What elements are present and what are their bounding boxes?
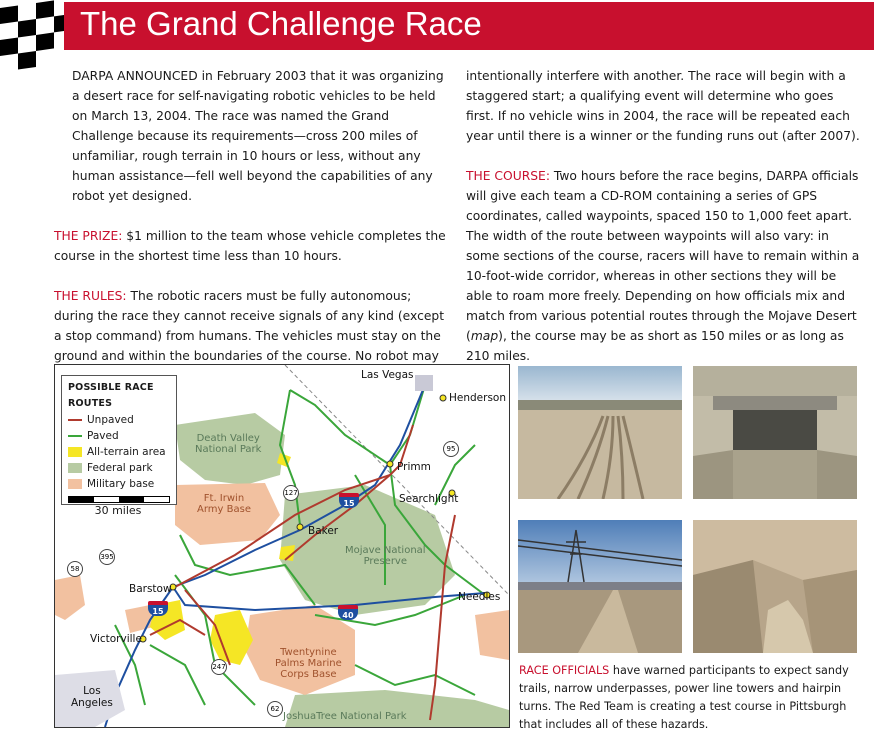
area-ft-irwin: Ft. Irwin Army Base (197, 493, 251, 515)
rules-paragraph (54, 286, 446, 366)
prize-text: $1 million to the team whose vehicle completes the course in the shortest time less than 10 hours. (54, 229, 446, 263)
rules-text: The robotic racers must be fully autonomous; during the race they cannot receive signals of any kind (except a stop command) from humans. The vehicles must stay on the ground and within the boundaries of the course. No robot may (54, 289, 445, 363)
course-text-end: ), the course may be as short as 150 miles or as long as 210 miles. (466, 329, 844, 363)
power-line-road-photo (518, 520, 682, 653)
continued-paragraph: intentionally interfere with another. The race will begin with a staggered start; a qualifying event will determine who goes first. If no vehicle wins in 2004, the race will be repeated each year until there is a winner or the funding runs out (after 2007). (466, 69, 860, 143)
legend-label: Paved (87, 430, 119, 442)
underpass-photo (693, 366, 857, 499)
race-route-map (54, 364, 510, 728)
page-title: The Grand Challenge Race (80, 5, 482, 42)
legend-label: Federal park (87, 462, 153, 474)
place-primm: Primm (397, 461, 431, 473)
power-line-towers-icon (518, 520, 682, 653)
place-searchlight: Searchlight (399, 493, 459, 505)
caption-text: have warned participants to expect sandy trails, narrow underpasses, power line towers and hairpin turns. The Red Team is creating a test course in Pittsburgh that includes all of these hazards. (519, 664, 849, 731)
place-barstow: Barstow (129, 583, 172, 595)
military-base-swatch-icon (68, 479, 82, 489)
unpaved-line-icon (68, 419, 82, 422)
interstate-15-shield-icon: 15 (339, 493, 359, 508)
course-map-word: map (470, 329, 499, 343)
rules-label: THE RULES: (54, 289, 127, 303)
legend-item-all-terrain (68, 444, 170, 460)
legend-title: POSSIBLE RACE ROUTES (68, 382, 154, 409)
legend-item-federal-park (68, 460, 170, 476)
route-127-shield-icon: 127 (283, 485, 299, 501)
all-terrain-swatch-icon (68, 447, 82, 457)
photo-caption (519, 662, 865, 734)
scale-label: 30 miles (94, 504, 142, 517)
legend-label: Military base (87, 478, 155, 490)
route-247-shield-icon: 247 (211, 659, 227, 675)
area-death-valley: Death Valley National Park (195, 433, 262, 455)
paved-line-icon (68, 435, 82, 438)
sandy-trail-photo (518, 366, 682, 499)
caption-lead: RACE OFFICIALS (519, 664, 610, 677)
route-62-shield-icon: 62 (267, 701, 283, 717)
prize-paragraph (54, 226, 446, 266)
legend-item-unpaved (68, 412, 170, 428)
course-text: Two hours before the race begins, DARPA officials will give each team a CD-ROM containing a series of GPS coordinates, called waypoints, spaced 150 to 1,000 feet apart. The width of the route between waypoints will also vary: in some sections of the course, racers will have to remain within a 10-foot-wide corridor, whereas in other sections they will be able to roam more freely. Depending on how officials mix and match from various potential routes through the Mojave Desert ( (466, 169, 860, 343)
map-legend (61, 375, 177, 517)
legend-item-military-base (68, 476, 170, 492)
place-victorville: Victorville (90, 633, 142, 645)
hairpin-turn-photo (693, 520, 857, 653)
military-area-east (475, 610, 509, 660)
intro-lead: DARPA ANNOUNCED (72, 69, 198, 83)
header (0, 0, 874, 52)
area-mojave: Mojave National Preserve (345, 545, 426, 567)
checkered-flag-icon (0, 0, 74, 74)
course-paragraph (466, 166, 862, 366)
legend-item-paved (68, 428, 170, 444)
place-needles: Needles (458, 591, 501, 603)
federal-park-swatch-icon (68, 463, 82, 473)
sandy-trail-icon (518, 366, 682, 499)
route-95-shield-icon: 95 (443, 441, 459, 457)
underpass-icon (693, 366, 857, 499)
intro-paragraph (54, 66, 446, 206)
route-395-shield-icon: 395 (99, 549, 115, 565)
legend-label: All-terrain area (87, 446, 166, 458)
interstate-40-shield-icon: 40 (338, 605, 358, 620)
right-column (466, 66, 862, 386)
intro-text: in February 2003 that it was organizing a desert race for self-navigating robotic vehicles to be held on March 13, 2004. The race was named the Grand Challenge because its requirements—cross 200 miles of unfamiliar, rough terrain in 10 hours or less, without any human assistance—fell well beyond the capabilities of any robot yet designed. (72, 69, 444, 203)
route-58-shield-icon: 58 (67, 561, 83, 577)
area-twentynine-palms: Twentynine Palms Marine Corps Base (275, 647, 342, 680)
legend-label: Unpaved (87, 414, 134, 426)
las-vegas-urban-area (415, 375, 433, 391)
left-column (54, 66, 446, 386)
place-los-angeles: Los Angeles (71, 685, 113, 709)
place-henderson: Henderson (449, 392, 507, 404)
hairpin-turn-icon (693, 520, 857, 653)
prize-label: THE PRIZE: (54, 229, 123, 243)
place-las-vegas: Las Vegas (361, 369, 414, 381)
place-baker: Baker (308, 525, 339, 537)
interstate-15-shield-icon-2: 15 (148, 601, 168, 616)
area-joshua-tree: JoshuaTree National Park (283, 711, 407, 722)
scale-bar (68, 496, 170, 503)
course-label: THE COURSE: (466, 169, 550, 183)
